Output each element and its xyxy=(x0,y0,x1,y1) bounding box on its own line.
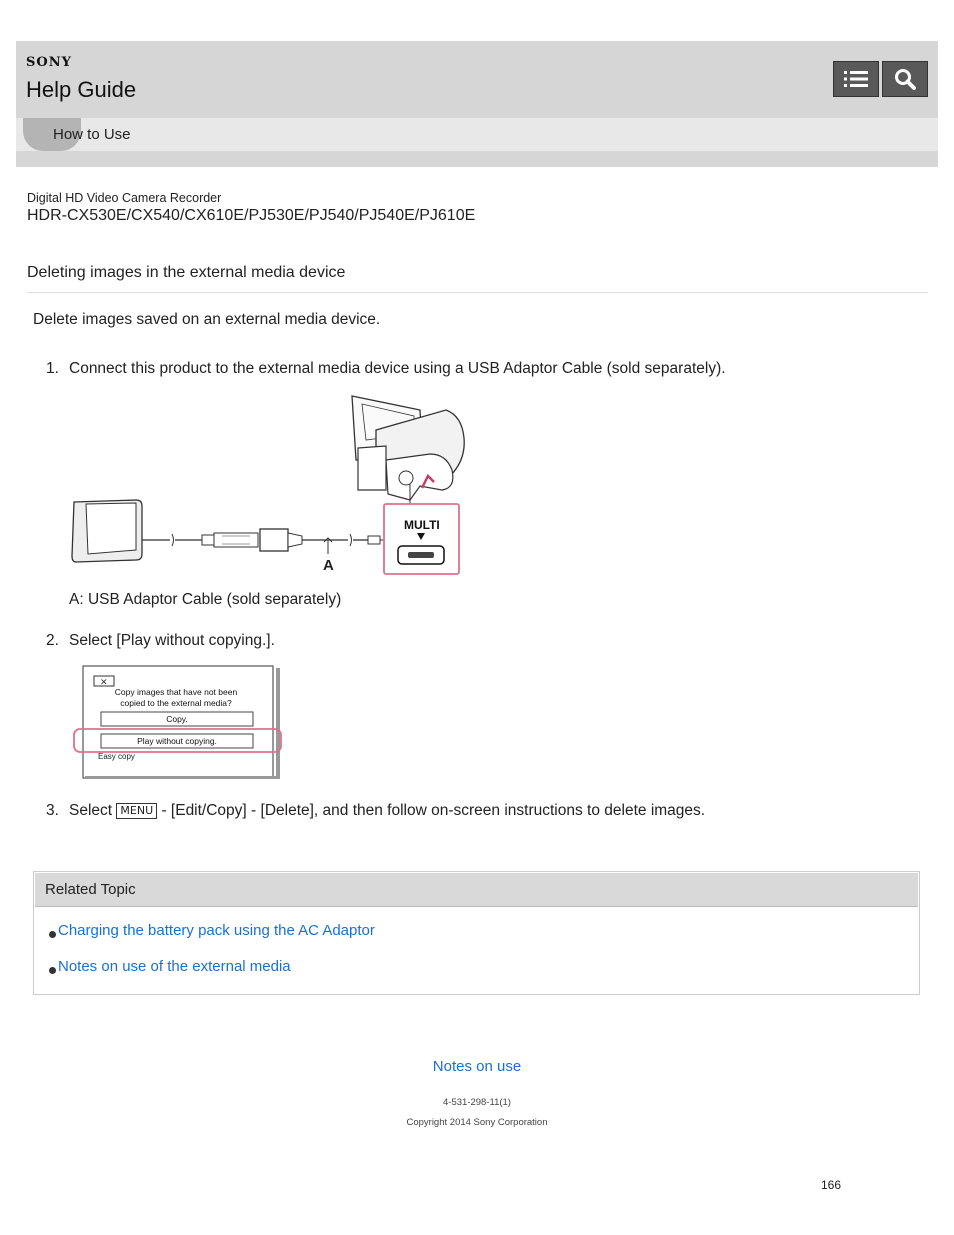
related-link-1[interactable]: Charging the battery pack using the AC Adaptor xyxy=(51,922,375,939)
app-title[interactable]: Help Guide xyxy=(26,77,137,102)
search-icon xyxy=(893,67,917,91)
step-text-before: Select xyxy=(69,802,113,819)
notes-on-use-link[interactable]: Notes on use xyxy=(432,1058,522,1075)
dialog-prompt-line1: Copy images that have not been xyxy=(114,687,238,697)
related-link-2[interactable]: Notes on use of the external media xyxy=(51,958,291,975)
intro-text: Delete images saved on an external media device. xyxy=(33,311,381,328)
cable-label: A xyxy=(323,557,334,574)
brand-logo: SONY xyxy=(26,55,72,70)
list-icon xyxy=(843,69,869,89)
step-number: 2. xyxy=(46,632,59,649)
dialog-prompt-line2: copied to the external media? xyxy=(120,698,232,708)
copy-option: Copy. xyxy=(166,714,188,724)
figure-caption: A: USB Adaptor Cable (sold separately) xyxy=(69,591,342,608)
step-text: Select [Play without copying.]. xyxy=(69,632,275,649)
port-label: MULTI xyxy=(404,518,440,532)
related-topic-header xyxy=(35,873,918,907)
section-bar xyxy=(16,118,938,151)
page-number: 166 xyxy=(821,1178,842,1192)
step-text: Connect this product to the external media device using a USB Adaptor Cable (sold separately). xyxy=(69,360,726,377)
connection-illustration xyxy=(70,390,470,580)
related-topic-box xyxy=(33,871,920,995)
step-number: 1. xyxy=(46,360,59,377)
step-number: 3. xyxy=(46,802,59,819)
bullet-icon xyxy=(49,967,56,974)
related-topic-title: Related Topic xyxy=(45,881,136,898)
step-1 xyxy=(46,360,726,378)
screen-dialog-illustration xyxy=(70,664,284,780)
toc-button[interactable] xyxy=(833,61,879,97)
camcorder xyxy=(352,396,464,506)
product-models: HDR-CX530E/CX540/CX610E/PJ530E/PJ540/PJ540E/PJ610E xyxy=(27,207,476,224)
header-buttons xyxy=(833,61,928,97)
page-title: Deleting images in the external media device xyxy=(27,264,346,281)
header xyxy=(16,41,938,167)
play-without-copying-option: Play without copying. xyxy=(137,736,217,746)
product-category: Digital HD Video Camera Recorder xyxy=(27,191,222,205)
external-media-device xyxy=(72,500,142,562)
copyright: Copyright 2014 Sony Corporation xyxy=(406,1117,548,1128)
search-button[interactable] xyxy=(882,61,928,97)
menu-key: MENU xyxy=(116,803,157,819)
divider xyxy=(27,292,928,293)
bullet-icon xyxy=(49,931,56,938)
close-icon: ✕ xyxy=(100,678,108,688)
step-3 xyxy=(46,802,705,820)
section-link[interactable]: How to Use xyxy=(53,126,131,143)
document-code: 4-531-298-11(1) xyxy=(443,1097,511,1108)
step-2 xyxy=(46,632,275,650)
step-text-after: - [Edit/Copy] - [Delete], and then follow on-screen instructions to delete images. xyxy=(161,802,706,819)
dialog-footer: Easy copy xyxy=(98,752,135,761)
